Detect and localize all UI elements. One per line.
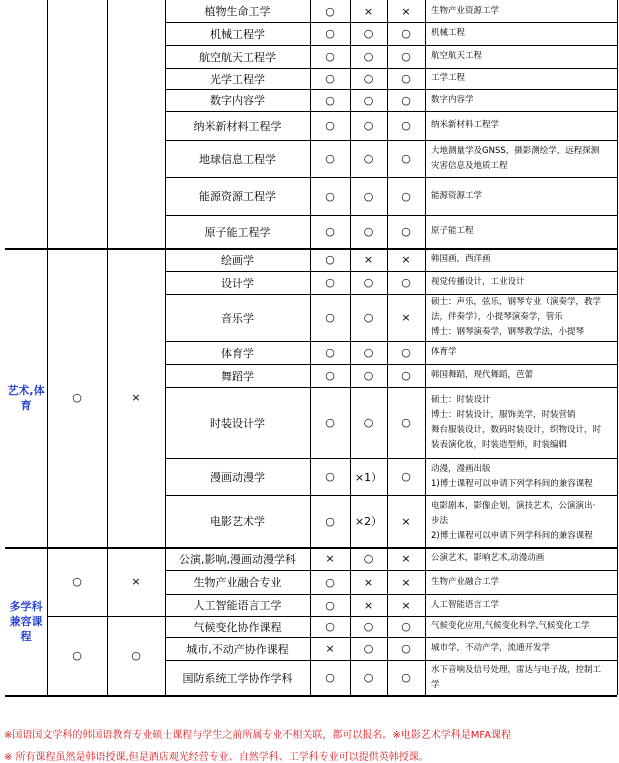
- mark-doctor: ○: [363, 671, 374, 684]
- vline: [107, 0, 108, 695]
- mark-master: ○: [325, 598, 335, 612]
- vline: [350, 0, 351, 695]
- section-separator: [5, 547, 617, 549]
- category-col3-mark: ×: [131, 391, 141, 404]
- major-note: 公演艺术，影响艺术,动漫动画: [431, 553, 545, 563]
- mark-integrated: ○: [401, 27, 411, 40]
- mark-integrated: ○: [401, 93, 411, 107]
- mark-master: ○: [325, 119, 335, 132]
- major-name: 气候变化协作课程: [193, 620, 282, 634]
- mark-doctor: ○: [363, 276, 374, 289]
- major-name: 机械工程学: [210, 27, 265, 41]
- major-note: 视觉传播设计，工业设计: [431, 277, 525, 287]
- mark-integrated: ○: [401, 470, 411, 483]
- mark-master: ○: [325, 514, 335, 528]
- mark-master: ○: [325, 4, 335, 18]
- vline: [387, 0, 388, 695]
- mark-doctor: ×: [363, 575, 374, 589]
- mark-integrated: ×: [401, 253, 411, 266]
- mark-master: ○: [325, 346, 335, 359]
- major-name: 原子能工程学: [204, 225, 271, 239]
- subgroup-col3-mark: ×: [131, 575, 141, 588]
- major-note: 硕士：声乐，弦乐，钢琴专业（演奏学，教学 法，伴奏学），小提琴演奏学，管乐 博士：钢琴演奏学，钢琴教学法，小提琴: [431, 297, 602, 337]
- mark-doctor: ×1）: [354, 470, 383, 484]
- major-note: 动漫，漫画出版 1)博士课程可以申请下列学科间的兼容课程: [431, 463, 593, 489]
- major-note: 硕士：时装设计 博士：时装设计，服饰美学，时装营销 舞台服装设计，数码时装设计，织物设计，时 装表演化妆，时装造型师，时装编辑: [431, 394, 602, 450]
- major-name: 绘画学: [221, 253, 254, 267]
- mark-integrated: ○: [401, 189, 411, 203]
- mark-integrated: ○: [401, 620, 411, 633]
- mark-doctor: ○: [363, 346, 374, 359]
- category-label: 艺术,体 育: [7, 383, 45, 412]
- major-name: 数字内容学: [210, 94, 265, 107]
- mark-master: ○: [325, 72, 335, 85]
- mark-doctor: ○: [363, 416, 374, 429]
- major-note: 生物产业资源工学: [431, 5, 500, 16]
- major-name: 舞蹈学: [221, 369, 254, 383]
- mark-integrated: ○: [401, 276, 411, 289]
- major-note: 体育学: [431, 347, 457, 357]
- mark-doctor: ○: [363, 93, 374, 107]
- mark-integrated: ○: [401, 346, 411, 359]
- mark-doctor: ○: [363, 552, 374, 565]
- subgroup-col3-mark: ○: [131, 649, 141, 662]
- mark-integrated: ×: [401, 598, 411, 612]
- major-name: 植物生命工学: [204, 5, 271, 18]
- vline: [617, 0, 618, 695]
- major-name: 电影艺术学: [210, 515, 265, 528]
- mark-master: ○: [325, 671, 335, 684]
- major-note: 纳米新材料工程学: [431, 120, 500, 130]
- mark-master: ○: [325, 575, 335, 589]
- major-name: 光学工程学: [210, 72, 265, 86]
- major-name: 纳米新材料工程学: [193, 119, 282, 133]
- mark-integrated: ○: [401, 50, 411, 63]
- major-name: 生物产业融合专业: [193, 576, 282, 589]
- mark-doctor: ○: [363, 50, 374, 63]
- major-note: 韩国舞蹈，现代舞蹈，芭蕾: [431, 370, 534, 380]
- major-name: 公演,影响,漫画动漫学科: [179, 552, 296, 566]
- major-note: 航空航天工程: [431, 51, 483, 61]
- major-name: 时装设计学: [210, 416, 265, 430]
- mark-master: ○: [325, 27, 335, 40]
- major-note: 生物产业融合工学: [431, 576, 500, 587]
- major-note: 城市学，不动产学，流通开发学: [431, 643, 551, 653]
- major-note: 原子能工程: [431, 226, 474, 236]
- mark-master: ○: [325, 152, 335, 165]
- major-name: 人工智能语言工学: [193, 599, 282, 612]
- vline: [47, 0, 48, 695]
- major-name: 国防系统工学协作学科: [182, 671, 293, 685]
- mark-doctor: ○: [363, 72, 374, 85]
- mark-integrated: ○: [401, 119, 411, 132]
- mark-master: ○: [325, 276, 335, 289]
- vline: [310, 0, 311, 695]
- mark-doctor: ×2）: [354, 515, 383, 528]
- mark-doctor: ○: [363, 119, 374, 132]
- mark-doctor: ○: [363, 27, 374, 40]
- mark-integrated: ×: [401, 311, 411, 324]
- major-note: 韩国画，西洋画: [431, 254, 491, 264]
- major-note: 工学工程: [431, 73, 466, 83]
- major-name: 漫画动漫学: [210, 470, 265, 484]
- mark-integrated: ○: [401, 72, 411, 85]
- mark-doctor: ○: [363, 369, 374, 382]
- mark-doctor: ○: [363, 642, 374, 655]
- mark-integrated: ○: [401, 642, 411, 655]
- major-name: 设计学: [221, 276, 254, 290]
- mark-integrated: ○: [401, 369, 411, 382]
- major-note: 大地测量学及GNSS，摄影测绘学，远程探测 灾害信息及地质工程: [431, 145, 600, 171]
- mark-master: ○: [325, 225, 335, 238]
- category-col2-mark: ○: [72, 391, 82, 404]
- mark-master: ○: [325, 93, 335, 107]
- mark-master: ○: [325, 620, 335, 633]
- major-name: 地球信息工程学: [199, 152, 276, 166]
- mark-integrated: ×: [401, 552, 411, 565]
- mark-integrated: ○: [401, 225, 411, 238]
- mark-master: ○: [325, 416, 335, 429]
- mark-doctor: ×: [363, 253, 374, 266]
- mark-doctor: ○: [363, 620, 374, 633]
- major-note: 机械工程: [431, 28, 466, 38]
- major-note: 气候变化应用,气候变化科学,气候变化工学: [431, 621, 590, 631]
- mark-master: ○: [325, 470, 335, 483]
- category-label: [5, 0, 47, 248]
- subgroup-col2-mark: ○: [72, 649, 82, 662]
- mark-master: ○: [325, 50, 335, 63]
- footer-note-2: ※ 所有课程虽然是韩语授课,但是酒店观光经营专业、自然学科、工学科专业可以提供英韩授课。: [4, 752, 429, 763]
- category-label: 多学科 兼容课 程: [9, 599, 43, 643]
- major-note: 能源资源工学: [431, 190, 483, 201]
- subgroup-col2-mark: ○: [72, 575, 82, 588]
- major-note: 水下音响及信号处理，雷达与电子战，控制工 学: [431, 664, 602, 690]
- section-separator: [5, 248, 617, 250]
- table-bottom-border: [5, 695, 617, 697]
- major-note: 电影剧本，影像企划，演技艺术，公演演出· 步法 2)博士课程可以申请下列学科间的兼容课程: [431, 500, 596, 541]
- mark-integrated: ○: [401, 671, 411, 684]
- major-name: 城市,不动产协作课程: [186, 642, 289, 656]
- mark-master: ×: [325, 552, 335, 565]
- mark-integrated: ×: [401, 575, 411, 589]
- mark-master: ×: [325, 642, 335, 655]
- vline: [425, 0, 426, 695]
- mark-integrated: ×: [401, 514, 411, 528]
- subgroup-separator: [47, 616, 165, 617]
- mark-doctor: ○: [363, 311, 374, 324]
- major-name: 航空航天工程学: [199, 50, 276, 64]
- mark-integrated: ○: [401, 152, 411, 165]
- mark-master: ○: [325, 311, 335, 324]
- major-name: 能源资源工程学: [199, 190, 276, 203]
- mark-doctor: ○: [363, 225, 374, 238]
- mark-doctor: ×: [363, 4, 374, 18]
- mark-doctor: ○: [363, 152, 374, 165]
- footer-note-1: ※国语国文学科的韩国语教育专业硕士课程与学生之前所属专业不相关联，都可以报名。※电影艺术学科是MFA课程: [4, 730, 512, 741]
- major-note: 数字内容学: [431, 94, 474, 105]
- mark-doctor: ○: [363, 189, 374, 203]
- major-note: 人工智能语言工学: [431, 599, 500, 610]
- major-name: 音乐学: [221, 311, 254, 325]
- mark-master: ○: [325, 189, 335, 203]
- mark-doctor: ×: [363, 598, 374, 612]
- mark-master: ○: [325, 253, 335, 266]
- mark-master: ○: [325, 369, 335, 382]
- vline: [165, 0, 166, 695]
- major-name: 体育学: [221, 346, 254, 360]
- mark-integrated: ○: [401, 416, 411, 429]
- mark-integrated: ×: [401, 4, 411, 18]
